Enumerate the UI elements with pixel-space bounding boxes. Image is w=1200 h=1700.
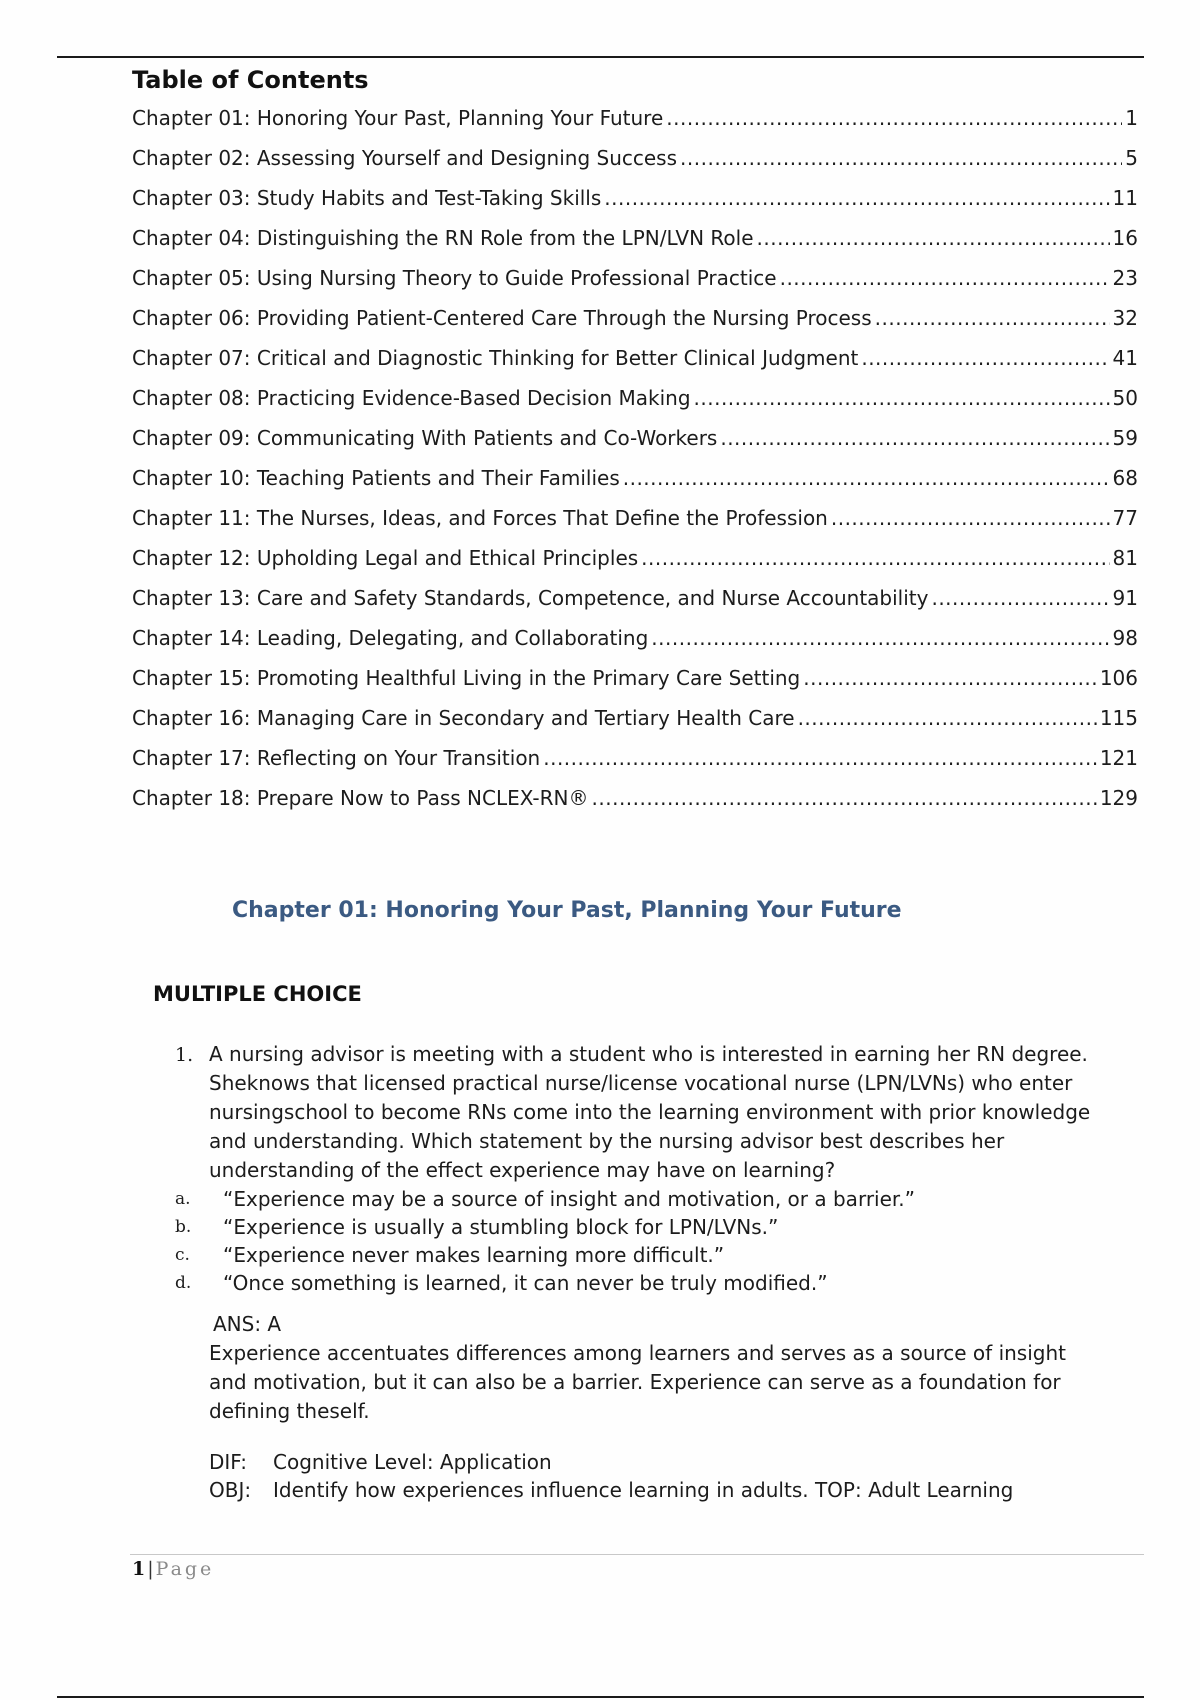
toc-entry[interactable] <box>132 578 1138 618</box>
toc-entry-page: 41 <box>1112 346 1138 370</box>
question-metadata <box>209 1448 1105 1504</box>
chapter-heading: Chapter 01: Honoring Your Past, Planning Your Future <box>232 898 902 923</box>
toc-entry[interactable] <box>132 178 1138 218</box>
option-letter: a. <box>175 1189 191 1209</box>
dot-leader <box>861 338 1109 378</box>
dot-leader <box>680 138 1122 178</box>
toc-entry[interactable] <box>132 538 1138 578</box>
toc-entry-title: Chapter 04: Distinguishing the RN Role from the LPN/LVN Role <box>132 226 754 250</box>
section-heading: MULTIPLE CHOICE <box>153 982 362 1006</box>
option-letter: d. <box>175 1273 192 1293</box>
toc-entry-page: 106 <box>1099 666 1138 690</box>
toc-entry[interactable] <box>132 418 1138 458</box>
answer-key: ANS: A <box>213 1312 282 1336</box>
toc-entry-title: Chapter 07: Critical and Diagnostic Thinking for Better Clinical Judgment <box>132 346 859 370</box>
objective-label: OBJ: <box>209 1478 252 1502</box>
answer-rationale: Experience accentuates differences among learners and serves as a source of insight and motivation, but it can also be a barrier. Experience can serve as a foundation for defining theself. <box>209 1341 1066 1423</box>
toc-entry-title: Chapter 12: Upholding Legal and Ethical Principles <box>132 546 639 570</box>
toc-entry-page: 23 <box>1112 266 1138 290</box>
option-letter: b. <box>175 1217 192 1237</box>
dot-leader <box>592 778 1097 818</box>
dot-leader <box>875 298 1110 338</box>
toc-entry-title: Chapter 05: Using Nursing Theory to Guide Professional Practice <box>132 266 777 290</box>
toc-entry[interactable] <box>132 218 1138 258</box>
question-number: 1. <box>175 1044 194 1066</box>
toc-entry-title: Chapter 11: The Nurses, Ideas, and Forces That Define the Profession <box>132 506 828 530</box>
objective-value: Identify how experiences influence learning in adults. TOP: Adult Learning <box>273 1478 1014 1502</box>
toc-entry-title: Chapter 09: Communicating With Patients and Co-Workers <box>132 426 718 450</box>
toc-entry-title: Chapter 06: Providing Patient-Centered Care Through the Nursing Process <box>132 306 872 330</box>
toc-entry-page: 1 <box>1125 106 1138 130</box>
toc-entry-page: 59 <box>1112 426 1138 450</box>
dot-leader <box>694 378 1110 418</box>
answer-option <box>175 1213 1105 1241</box>
toc-entry[interactable] <box>132 98 1138 138</box>
dot-leader <box>604 178 1109 218</box>
toc-entry-page: 11 <box>1112 186 1138 210</box>
difficulty-line <box>209 1448 1105 1476</box>
objective-line <box>209 1476 1105 1504</box>
toc-entry-page: 5 <box>1125 146 1138 170</box>
toc-entry-title: Chapter 02: Assessing Yourself and Designing Success <box>132 146 678 170</box>
footer-separator: | <box>147 1558 154 1580</box>
option-text: “Experience may be a source of insight and motivation, or a barrier.” <box>223 1187 916 1211</box>
table-of-contents <box>132 62 1138 818</box>
toc-entry[interactable] <box>132 258 1138 298</box>
answer-option <box>175 1241 1105 1269</box>
answer-option <box>175 1185 1105 1213</box>
toc-entry-page: 121 <box>1099 746 1138 770</box>
toc-entry-title: Chapter 18: Prepare Now to Pass NCLEX-RN® <box>132 786 589 810</box>
option-letter: c. <box>175 1245 190 1265</box>
top-rule <box>57 56 1144 58</box>
toc-entry-page: 32 <box>1112 306 1138 330</box>
dot-leader <box>803 658 1097 698</box>
footer-page-number: 1 <box>132 1558 146 1580</box>
toc-entry-page: 98 <box>1112 626 1138 650</box>
toc-entry[interactable] <box>132 378 1138 418</box>
dot-leader <box>623 458 1110 498</box>
toc-entry-page: 115 <box>1099 706 1138 730</box>
difficulty-value: Cognitive Level: Application <box>273 1450 552 1474</box>
option-text: “Experience never makes learning more difficult.” <box>223 1243 725 1267</box>
dot-leader <box>720 418 1109 458</box>
toc-entry-title: Chapter 16: Managing Care in Secondary and Tertiary Health Care <box>132 706 795 730</box>
dot-leader <box>757 218 1110 258</box>
toc-entry-title: Chapter 10: Teaching Patients and Their Families <box>132 466 620 490</box>
toc-entry[interactable] <box>132 138 1138 178</box>
toc-entry[interactable] <box>132 498 1138 538</box>
dot-leader <box>780 258 1110 298</box>
question-stem: A nursing advisor is meeting with a student who is interested in earning her RN degree. Sheknows that licensed practical nurse/license vocational nurse (LPN/LVNs) who enter nursingschool to become RNs come into the learning environment with prior knowledge and understanding. Which statement by the nursing advisor best describes her understanding of the effect experience may have on learning? <box>209 1042 1091 1182</box>
toc-entry-page: 68 <box>1112 466 1138 490</box>
toc-entry[interactable] <box>132 738 1138 778</box>
toc-entry-title: Chapter 13: Care and Safety Standards, Competence, and Nurse Accountability <box>132 586 929 610</box>
toc-entry-title: Chapter 01: Honoring Your Past, Planning Your Future <box>132 106 664 130</box>
toc-entry-title: Chapter 17: Reflecting on Your Transition <box>132 746 541 770</box>
toc-entry[interactable] <box>132 698 1138 738</box>
dot-leader <box>543 738 1097 778</box>
footer-rule <box>130 1554 1144 1555</box>
option-text: “Once something is learned, it can never be truly modified.” <box>223 1271 828 1295</box>
bottom-rule <box>57 1696 1144 1698</box>
toc-entry[interactable] <box>132 778 1138 818</box>
toc-entry-title: Chapter 08: Practicing Evidence-Based Decision Making <box>132 386 691 410</box>
page-footer <box>132 1558 214 1580</box>
question-1 <box>175 1040 1105 1504</box>
toc-entry-title: Chapter 03: Study Habits and Test-Taking Skills <box>132 186 602 210</box>
toc-entry-page: 50 <box>1112 386 1138 410</box>
toc-entry-page: 77 <box>1112 506 1138 530</box>
answer-options <box>175 1185 1105 1297</box>
dot-leader <box>831 498 1110 538</box>
dot-leader <box>666 98 1122 138</box>
toc-entry[interactable] <box>132 618 1138 658</box>
option-text: “Experience is usually a stumbling block for LPN/LVNs.” <box>223 1215 779 1239</box>
dot-leader <box>651 618 1109 658</box>
toc-entry-title: Chapter 14: Leading, Delegating, and Collaborating <box>132 626 649 650</box>
toc-entry-page: 91 <box>1112 586 1138 610</box>
footer-page-label: Page <box>155 1558 215 1580</box>
dot-leader <box>931 578 1109 618</box>
toc-title: Table of Contents <box>132 66 369 94</box>
difficulty-label: DIF: <box>209 1450 247 1474</box>
toc-entry[interactable] <box>132 298 1138 338</box>
toc-list <box>132 98 1138 818</box>
toc-entry-page: 16 <box>1112 226 1138 250</box>
toc-entry[interactable] <box>132 458 1138 498</box>
answer-option <box>175 1269 1105 1297</box>
toc-entry-title: Chapter 15: Promoting Healthful Living in the Primary Care Setting <box>132 666 801 690</box>
toc-entry-page: 81 <box>1112 546 1138 570</box>
dot-leader <box>798 698 1097 738</box>
toc-entry[interactable] <box>132 658 1138 698</box>
toc-entry-page: 129 <box>1099 786 1138 810</box>
dot-leader <box>641 538 1109 578</box>
toc-entry[interactable] <box>132 338 1138 378</box>
